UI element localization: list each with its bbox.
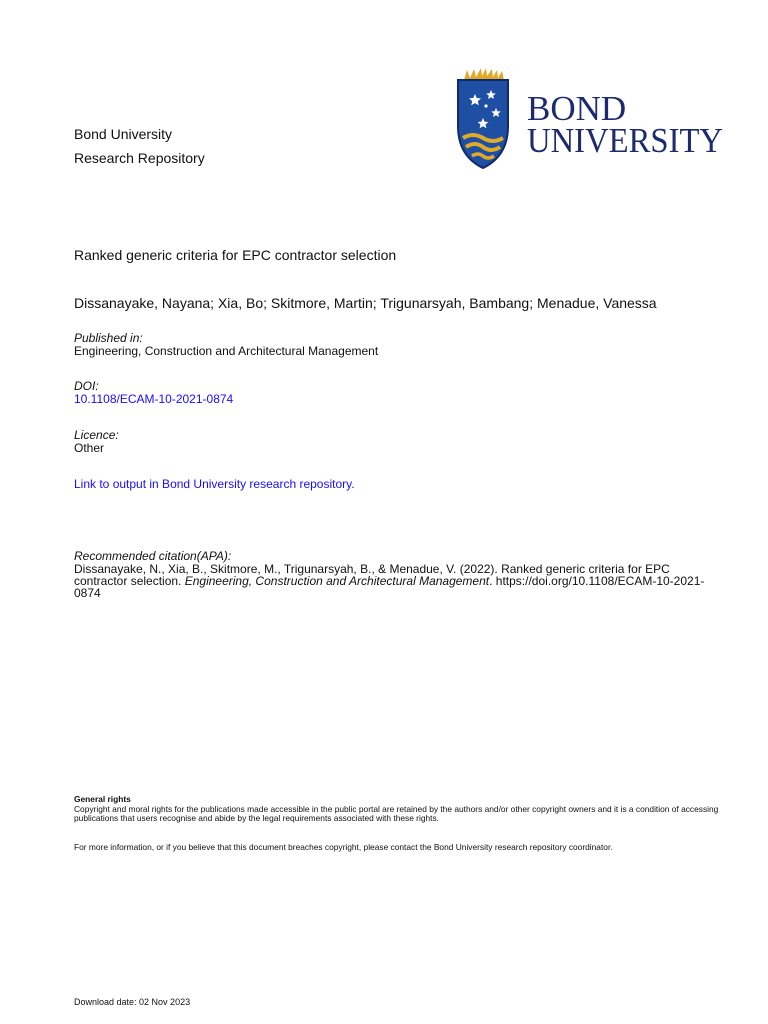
doi-link[interactable]: 10.1108/ECAM-10-2021-0874 — [74, 392, 234, 406]
general-rights-section — [74, 795, 724, 824]
crest-icon — [458, 68, 508, 168]
bond-university-logo — [455, 68, 727, 172]
citation-section — [74, 550, 724, 599]
citation-journal: Engineering, Construction and Architectural Management — [184, 574, 490, 588]
citation-text-after: . https://doi.org/10.1108/ECAM-10-2021-0874 — [74, 574, 705, 600]
repository-subtitle: Research Repository — [74, 150, 205, 166]
licence-label: Licence: — [74, 428, 119, 442]
copyright-contact: For more information, or if you believe that this document breaches copyright, please contact the Bond University research repository coordinator. — [74, 842, 613, 852]
published-section — [74, 332, 378, 358]
citation-text — [74, 563, 724, 599]
repository-link[interactable]: Link to output in Bond University research repository. — [74, 477, 355, 491]
general-rights-body: Copyright and moral rights for the publications made accessible in the public portal are retained by the authors and/or other copyright owners and it is a condition of accessing publications that users recognise and abide by the legal requirements associated with these rights. — [74, 803, 719, 823]
general-rights-heading: General rights — [74, 794, 131, 804]
logo-word-bond: BOND — [527, 89, 627, 128]
download-date: Download date: 02 Nov 2023 — [74, 997, 191, 1007]
document-title: Ranked generic criteria for EPC contractor selection — [74, 247, 397, 263]
authors: Dissanayake, Nayana; Xia, Bo; Skitmore, Martin; Trigunarsyah, Bambang; Menadue, Vanessa — [74, 295, 657, 311]
citation-text-before: Dissanayake, N., Xia, B., Skitmore, M., Trigunarsyah, B., & Menadue, V. (2022). Ranked generic criteria for EPC contractor selection. — [74, 562, 670, 588]
published-value: Engineering, Construction and Architectural Management — [74, 344, 379, 358]
citation-label: Recommended citation(APA): — [74, 549, 232, 563]
licence-value: Other — [74, 441, 105, 455]
logo-word-university: UNIVERSITY — [527, 121, 723, 160]
doi-label: DOI: — [74, 379, 99, 393]
published-label: Published in: — [74, 331, 143, 345]
licence-section — [74, 429, 119, 455]
doi-section — [74, 380, 233, 406]
repository-name: Bond University — [74, 126, 173, 142]
